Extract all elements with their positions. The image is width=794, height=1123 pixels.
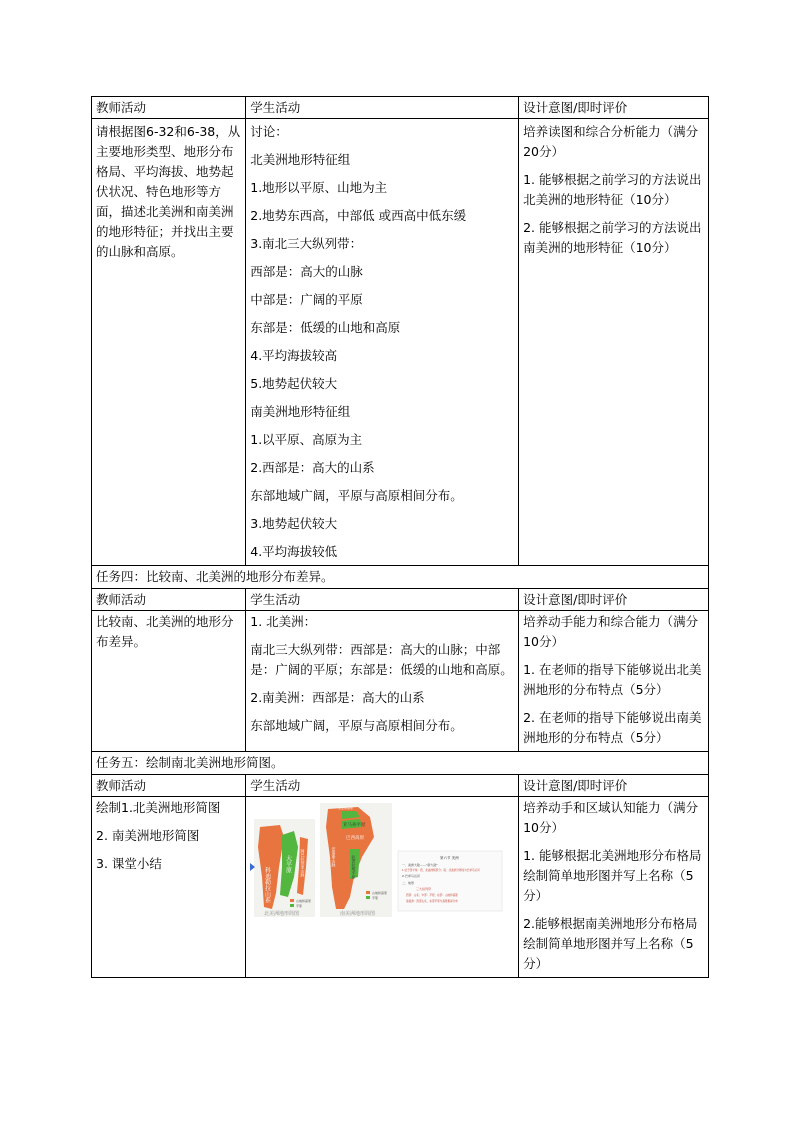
section1-design [519, 119, 709, 566]
sa-legend-mountain: 山地和高原 [372, 891, 388, 895]
t4-student-line: 1. 北美洲： [250, 614, 317, 629]
t5-teacher-line: 3. 课堂小结 [96, 856, 162, 871]
s1-student-line: 2.地势东西高，中部低 或西高中低东缓 [250, 208, 467, 223]
slide-line: 西部：山系；中部：平原；东部：山地和高原 [406, 894, 459, 897]
section1-row [92, 119, 709, 566]
t4-student-line: 2.南美洲：西部是：高大的山系 [250, 690, 425, 705]
t4-design-line: 培养动手能力和综合能力（满分10分） [523, 614, 699, 649]
summary-slide [398, 851, 502, 911]
sa-plateau-label: 巴西高原 [346, 836, 365, 841]
t5-design-line: 1. 能够根据北美洲地形分布格局绘制简单地形图并写上名称（5分） [523, 848, 702, 903]
sa-caption: 南美洲地形简图 [340, 911, 376, 917]
task5-row [92, 797, 709, 978]
task5-student-images [246, 797, 519, 978]
task4-teacher: 比较南、北美洲的地形分布差异。 [92, 611, 246, 752]
t5-design-line: 2.能够根据南美洲地形分布格局绘制简单地形图并写上名称（5分） [523, 916, 698, 971]
s1-student-line: 2.西部是：高大的山系 [250, 460, 375, 475]
header-student: 学生活动 [246, 97, 519, 119]
header-design: 设计意图/即时评价 [519, 775, 709, 797]
s1-design-line: 2. 能够根据之前学习的方法说出南美洲的地形特征（10分） [523, 220, 702, 255]
na-legend-swatch-plain [290, 904, 294, 907]
slide-line: 二、地形 [402, 881, 415, 885]
south-america-map [320, 803, 392, 917]
slide-title: 第六节 美洲 [440, 856, 459, 860]
task5-title-row [92, 752, 709, 775]
north-america-map [250, 819, 315, 917]
map-images [246, 797, 518, 923]
s1-student-line: 讨论： [250, 124, 288, 139]
slide-line: 1.位于西半球：西，北美洲两部分；南、北美洲分界线为巴拿马运河 [402, 869, 480, 872]
maps-svg [246, 797, 504, 923]
sa-legend-plain: 平原 [372, 896, 379, 900]
t5-teacher-line: 绘制1.北美洲地形简图 [96, 800, 221, 815]
task5-design [519, 797, 709, 978]
sa-legend-swatch-plain [366, 896, 370, 899]
s1-student-line: 1.以平原、高原为主 [250, 432, 363, 447]
task5-title: 任务五：绘制南北美洲地形简图。 [92, 752, 709, 775]
header-student: 学生活动 [246, 775, 519, 797]
header-teacher: 教师活动 [92, 775, 246, 797]
lesson-table [91, 96, 709, 978]
sa-top-label: 圭亚那高原 [338, 806, 354, 810]
header-row-3 [92, 775, 709, 797]
na-legend-plain: 平原 [296, 904, 303, 908]
sa-legend-swatch-mountain [366, 891, 370, 894]
task4-design [519, 611, 709, 752]
s1-student-line: 东部是：低缓的山地和高原 [250, 320, 401, 335]
header-design: 设计意图/即时评价 [519, 589, 709, 611]
task5-teacher [92, 797, 246, 978]
s1-student-line: 东部地域广阔，平原与高原相间分布。 [250, 488, 463, 503]
t4-student-line: 东部地域广阔，平原与高原相间分布。 [250, 718, 463, 733]
task4-student [246, 611, 519, 752]
header-design: 设计意图/即时评价 [519, 97, 709, 119]
s1-design-line: 1. 能够根据之前学习的方法说出北美洲的地形特征（10分） [523, 172, 702, 207]
header-row-2 [92, 589, 709, 611]
s1-student-line: 1.地形以平原、山地为主 [250, 180, 388, 195]
header-teacher: 教师活动 [92, 97, 246, 119]
s1-student-line: 5.地势起伏较大 [250, 376, 338, 391]
s1-student-line: 西部是：高大的山脉 [250, 264, 363, 279]
s1-student-line: 南美洲地形特征组 [250, 404, 351, 419]
t5-design-line: 培养动手和区域认知能力（满分10分） [523, 800, 699, 835]
t4-design-line: 2. 在老师的指导下能够说出南美洲地形的分布特点（5分） [523, 710, 702, 745]
na-center-label: 大平原 [284, 855, 292, 873]
s1-student-line: 北美洲地形特征组 [250, 152, 351, 167]
task4-title-row [92, 566, 709, 589]
na-legend-swatch-mountain [290, 899, 294, 902]
na-east-label: 阿巴拉契亚山脉 [300, 849, 306, 877]
na-legend-mountain: 山地和高原 [296, 899, 312, 903]
slide-line: 2.巴拿马运河 [402, 874, 421, 878]
section1-student [246, 119, 519, 566]
slide-line: 一、美洲大陆——"新大陆" [402, 863, 439, 867]
section1-teacher: 请根据图6-32和6-38，从主要地形类型、地形分布格局、平均海拔、地势起伏状况、特色地形等方面，描述北美洲和南美洲的地形特征；并找出主要的山脉和高原。 [92, 119, 246, 566]
s1-design-line: 培养读图和综合分析能力（满分20分） [523, 124, 699, 159]
sa-west-label: 安第斯山脉 [331, 847, 337, 867]
sa-plain1-label: 亚马孙平原 [343, 823, 366, 828]
slide-line: 三大纵列带 [416, 887, 432, 891]
na-caption: 北美洲地形简图 [264, 911, 300, 917]
sa-plain2-label: 拉普拉塔平原 [351, 855, 357, 879]
slide-line: 南美洲：西部山系，东部平原与高原相间分布 [406, 900, 459, 903]
s1-student-line: 中部是：广阔的平原 [250, 292, 363, 307]
task4-row [92, 611, 709, 752]
s1-student-line: 3.南北三大纵列带： [250, 236, 363, 251]
header-student: 学生活动 [246, 589, 519, 611]
t5-teacher-line: 2. 南美洲地形简图 [96, 828, 200, 843]
task4-title: 任务四：比较南、北美洲的地形分布差异。 [92, 566, 709, 589]
header-teacher: 教师活动 [92, 589, 246, 611]
s1-student-line: 4.平均海拔较低 [250, 544, 338, 559]
t4-design-line: 1. 在老师的指导下能够说出北美洲地形的分布特点（5分） [523, 662, 702, 697]
na-west-label: 科迪勒拉山系 [263, 867, 271, 903]
t4-student-line: 南北三大纵列带：西部是：高大的山脉；中部是：广阔的平原；东部是：低缓的山地和高原。 [250, 642, 513, 677]
lesson-plan-page [91, 96, 709, 978]
s1-student-line: 4.平均海拔较高 [250, 348, 338, 363]
s1-student-line: 3.地势起伏较大 [250, 516, 338, 531]
header-row-1 [92, 97, 709, 119]
